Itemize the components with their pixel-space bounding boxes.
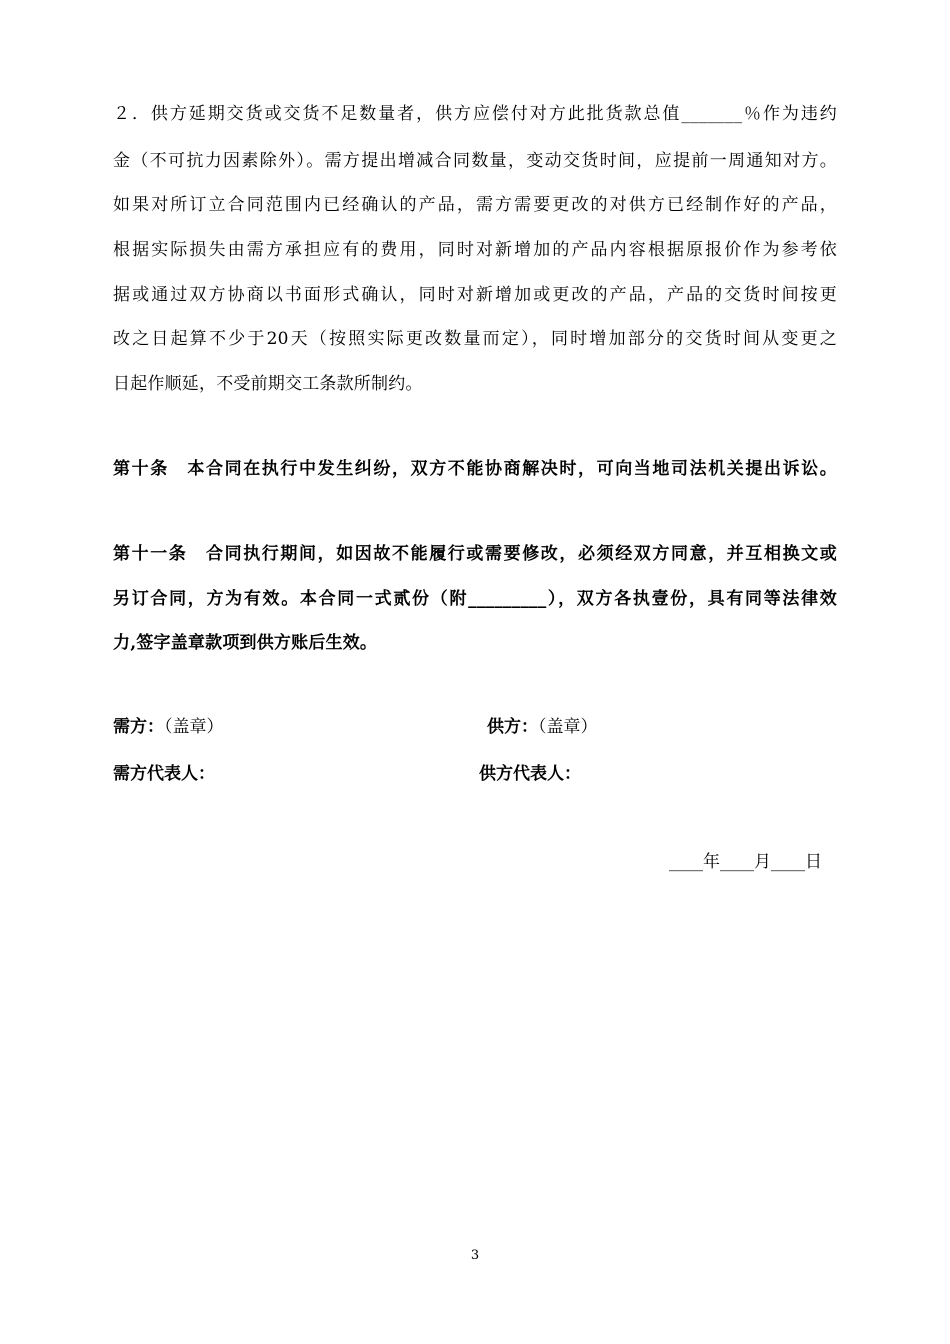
- buyer-representative: 需方代表人：: [113, 764, 215, 784]
- clause2-line-3: 如果对所订立合同范围内已经确认的产品，需方需要更改的对供方已经制作好的产品，: [113, 195, 837, 215]
- buyer-seal-row: [113, 717, 224, 737]
- article-10: 第十条 本合同在执行中发生纠纷，双方不能协商解决时，可向当地司法机关提出诉讼。: [113, 459, 837, 479]
- clause2-line-4: 根据实际损失由需方承担应有的费用，同时对新增加的产品内容根据原报价作为参考依: [113, 240, 837, 260]
- article11-line-3: 力,签字盖章款项到供方账后生效。: [113, 633, 378, 653]
- seller-seal: （盖章）: [538, 717, 598, 737]
- article11-line-1: 第十一条 合同执行期间，如因故不能履行或需要修改，必须经双方同意，并互相换文或: [113, 544, 837, 564]
- clause2-line-1: ２．供方延期交货或交货不足数量者，供方应偿付对方此批货款总值_______％作为违约: [113, 104, 837, 124]
- clause2-line-5: 据或通过双方协商以书面形式确认，同时对新增加或更改的产品，产品的交货时间按更: [113, 285, 837, 305]
- clause2-line-7: 日起作顺延，不受前期交工条款所制约。: [113, 374, 423, 394]
- buyer-seal: （盖章）: [164, 717, 224, 737]
- clause2-line-2: 金（不可抗力因素除外）。需方提出增减合同数量，变动交货时间，应提前一周通知对方。: [113, 151, 837, 171]
- clause2-line-6: 改之日起算不少于20天（按照实际更改数量而定），同时增加部分的交货时间从变更之: [113, 329, 837, 349]
- seller-label: 供方：: [487, 717, 538, 737]
- page-number: 3: [470, 1248, 480, 1263]
- article11-line-2: 另订合同，方为有效。本合同一式贰份（附_________），双方各执壹份，具有同等法律效: [113, 589, 837, 609]
- date-line: ____年____月____日: [669, 852, 822, 872]
- seller-seal-row: [487, 717, 598, 737]
- seller-representative: 供方代表人：: [479, 764, 581, 784]
- buyer-label: 需方：: [113, 717, 164, 737]
